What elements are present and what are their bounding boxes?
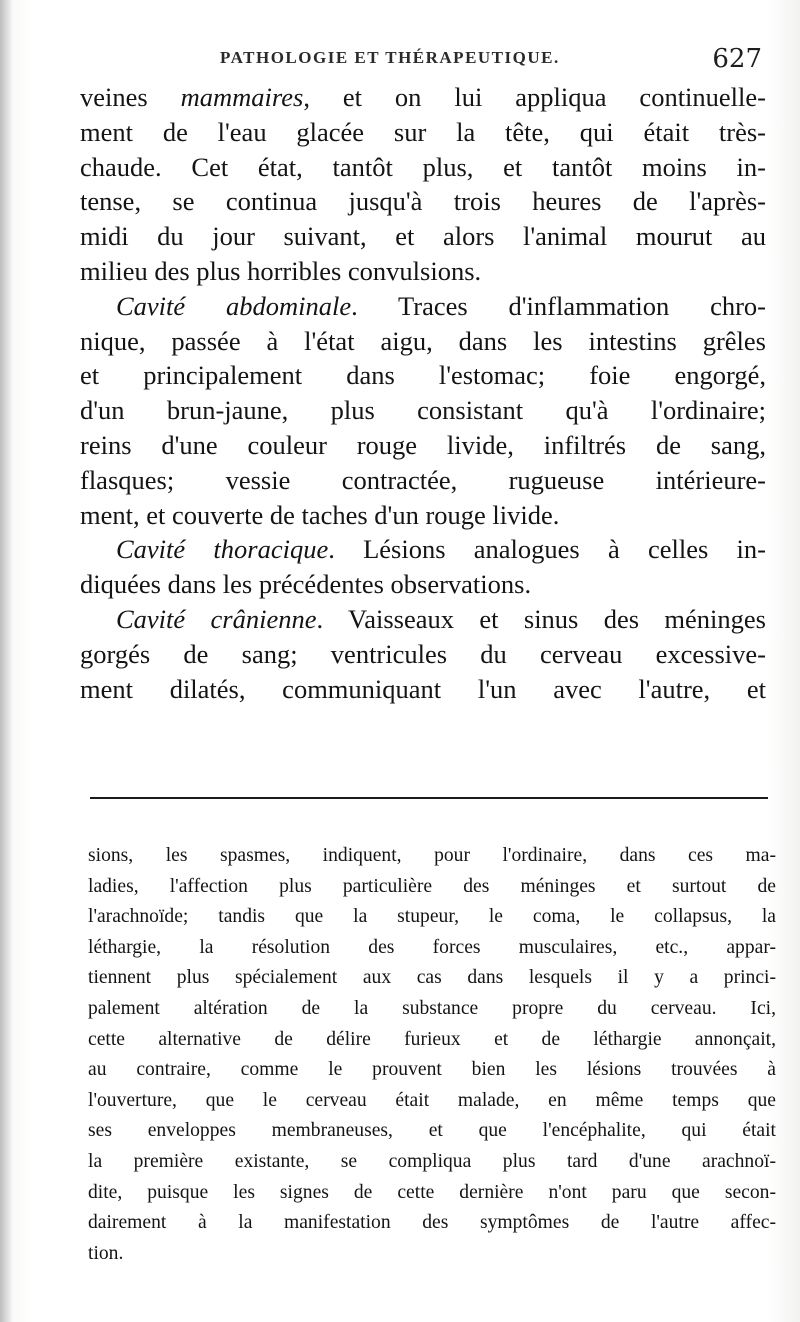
footnote-line: sions, les spasmes, indiquent, pour l'ordinaire, dans ces ma- <box>88 845 776 866</box>
footnote-separator <box>90 797 768 799</box>
text-line: ment, et couverte de taches d'un rouge livide. <box>80 499 560 530</box>
running-head: PATHOLOGIE ET THÉRAPEUTIQUE. <box>220 48 560 67</box>
page-header <box>80 44 770 78</box>
text-line: tense, se continua jusqu'à trois heures de l'après- <box>80 186 766 217</box>
section-heading-abdominal: Cavité abdominale <box>116 290 352 321</box>
footnote-line: ses enveloppes membraneuses, et que l'encéphalite, qui était <box>88 1120 776 1142</box>
text-line: gorgés de sang; ventricules du cerveau excessive- <box>80 638 766 669</box>
text-line: chaude. Cet état, tantôt plus, et tantôt moins in- <box>80 151 766 182</box>
footnote-line: la première existante, se compliqua plus tard d'une arachnoï- <box>88 1150 776 1172</box>
text-line: diquées dans les précédentes observations. <box>80 569 532 600</box>
text-line: ment dilatés, communiquant l'un avec l'autre, et <box>80 673 766 704</box>
text-line: nique, passée à l'état aigu, dans les intestins grêles <box>80 325 766 356</box>
page-edge-shadow <box>0 0 12 1322</box>
page-number: 627 <box>712 44 762 74</box>
text-line: Cavité thoracique. Lésions analogues à celles in- <box>116 534 766 565</box>
text-line: midi du jour suivant, et alors l'animal mourut au <box>80 221 766 252</box>
text-line: reins d'une couleur rouge livide, infiltrés de sang, <box>80 429 766 460</box>
footnote <box>88 841 776 1269</box>
footnote-line: l'ouverture, que le cerveau était malade, en même temps que <box>88 1089 776 1111</box>
section-heading-thoracic: Cavité thoracique <box>116 534 329 565</box>
footnote-line: tiennent plus spécialement aux cas dans lesquels il y a princi- <box>88 967 776 989</box>
text-line: milieu des plus horribles convulsions. <box>80 255 482 286</box>
footnote-line: dite, puisque les signes de cette dernière n'ont paru que secon- <box>88 1181 776 1203</box>
text-line: ment de l'eau glacée sur la tête, qui était très- <box>80 116 766 147</box>
text-line: veines mammaires, et on lui appliqua continuelle- <box>80 82 766 112</box>
footnote-line: dairement à la manifestation des symptômes de l'autre affec- <box>88 1212 776 1234</box>
italic-term: mammaires <box>180 82 304 112</box>
text-line: d'un brun-jaune, plus consistant qu'à l'ordinaire; <box>80 395 766 426</box>
footnote-line: palement altération de la substance propre du cerveau. Ici, <box>88 997 776 1019</box>
footnote-line: ladies, l'affection plus particulière des méninges et surtout de <box>88 875 776 897</box>
footnote-line: cette alternative de délire furieux et de léthargie annonçait, <box>88 1028 776 1050</box>
text-line: et principalement dans l'estomac; foie engorgé, <box>80 360 766 391</box>
footnote-line: tion. <box>88 1242 124 1264</box>
text-line: Cavité abdominale. Traces d'inflammation chro- <box>116 290 766 321</box>
text-line: Cavité crânienne. Vaisseaux et sinus des méninges <box>116 603 766 634</box>
main-text <box>80 80 766 706</box>
footnote-line: léthargie, la résolution des forces musculaires, etc., appar- <box>88 936 776 958</box>
text-line: flasques; vessie contractée, rugueuse intérieure- <box>80 464 766 495</box>
footnote-line: l'arachnoïde; tandis que la stupeur, le coma, le collapsus, la <box>88 906 776 928</box>
footnote-line: au contraire, comme le prouvent bien les lésions trouvées à <box>88 1059 776 1081</box>
section-heading-cranial: Cavité crânienne <box>116 603 317 634</box>
